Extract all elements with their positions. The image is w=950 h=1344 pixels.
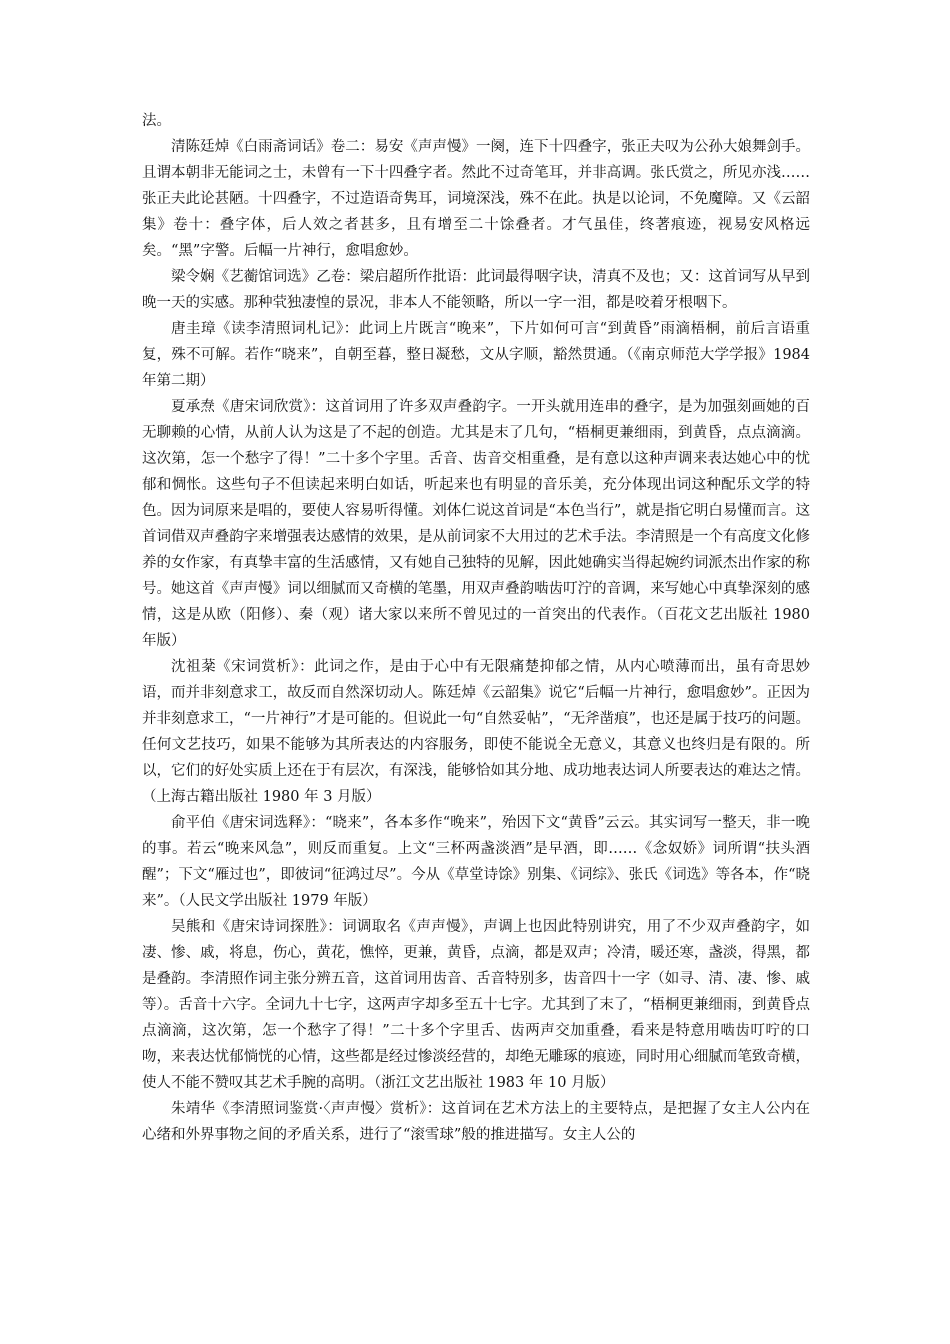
paragraph: 朱靖华《李清照词鉴赏·〈声声慢〉赏析》：这首词在艺术方法上的主要特点，是把握了女主人公内在心绪和外界事物之间的矛盾关系，进行了“滚雪球”般的推进描写。女主人公的 <box>142 1101 810 1143</box>
paragraph: 法。 <box>142 113 171 129</box>
paragraph: 唐圭璋《读李清照词札记》：此词上片既言“晚来”，下片如何可言“到黄昏”雨滴梧桐，前后言语重复，殊不可解。若作“晓来”，自朝至暮，整日凝愁，文从字顺，豁然贯通。（《南京师范大学学报》1984年第二期） <box>142 321 810 389</box>
paragraph: 清陈廷焯《白雨斋词话》卷二：易安《声声慢》一阕，连下十四叠字，张正夫叹为公孙大娘舞剑手。且谓本朝非无能词之士，未曾有一下十四叠字者。然此不过奇笔耳，并非高调。张氏赏之，所见亦浅……张正夫此论甚陋。十四叠字，不过造语奇隽耳，词境深浅，殊不在此。执是以论词，不免魔障。又《云韶集》卷十：叠字体，后人效之者甚多，且有增至二十馀叠者。才气虽佳，终著痕迹，视易安风格远矣。“黑”字警。后幅一片神行，愈唱愈妙。 <box>142 139 810 259</box>
paragraph: 俞平伯《唐宋词选释》：“晓来”，各本多作“晚来”，殆因下文“黄昏”云云。其实词写一整天，非一晚的事。若云“晚来风急”，则反而重复。上文“三杯两盏淡酒”是早酒，即……《念奴娇》词所谓“扶头酒醒”；下文“雁过也”，即彼词“征鸿过尽”。今从《草堂诗馀》别集、《词综》、张氏《词选》等各本，作“晓来”。（人民文学出版社 1979 年版） <box>142 815 810 909</box>
paragraph: 吴熊和《唐宋诗词探胜》：词调取名《声声慢》，声调上也因此特别讲究，用了不少双声叠韵字，如凄、惨、戚，将息，伤心，黄花，憔悴，更兼，黄昏，点滴，都是双声；冷清，暖还寒，盏淡，得黑，都是叠韵。李清照作词主张分辨五音，这首词用齿音、舌音特别多，齿音四十一字（如寻、清、凄、惨、戚等）。舌音十六字。全词九十七字，这两声字却多至五十七字。尤其到了末了，“梧桐更兼细雨，到黄昏点点滴滴，这次第，怎一个愁字了得！”二十多个字里舌、齿两声交加重叠，看来是特意用啮齿叮咛的口吻，来表达忧郁惝恍的心情，这些都是经过惨淡经营的，却绝无雕琢的痕迹，同时用心细腻而笔致奇横，使人不能不赞叹其艺术手腕的高明。（浙江文艺出版社 1983 年 10 月版） <box>142 919 810 1091</box>
document-page <box>142 108 810 1148</box>
paragraph: 梁令娴《艺蘅馆词选》乙卷：梁启超所作批语：此词最得咽字诀，清真不及也；又：这首词写从早到晚一天的实感。那种茕独凄惶的景况，非本人不能领略，所以一字一泪，都是咬着牙根咽下。 <box>142 269 810 311</box>
paragraph: 夏承焘《唐宋词欣赏》：这首词用了许多双声叠韵字。一开头就用连串的叠字，是为加强刻画她的百无聊赖的心情，从前人认为这是了不起的创造。尤其是末了几句，“梧桐更兼细雨，到黄昏，点点滴滴。这次第，怎一个愁字了得！”二十多个字里。舌音、齿音交相重叠，是有意以这种声调来表达她心中的忧郁和惆怅。这些句子不但读起来明白如话，听起来也有明显的音乐美，充分体现出词这种配乐文学的特色。因为词原来是唱的，要使人容易听得懂。刘体仁说这首词是“本色当行”，就是指它明白易懂而言。这首词借双声叠韵字来增强表达感情的效果，是从前词家不大用过的艺术手法。李清照是一个有高度文化修养的女作家，有真挚丰富的生活感情，又有她自己独特的见解，因此她确实当得起婉约词派杰出作家的称号。她这首《声声慢》词以细腻而又奇横的笔墨，用双声叠韵啮齿叮泞的音调，来写她心中真挚深刻的感情，这是从欧（阳修）、秦（观）诸大家以来所不曾见过的一首突出的代表作。（百花文艺出版社 1980 年版） <box>142 399 810 649</box>
paragraph: 沈祖棻《宋词赏析》：此词之作，是由于心中有无限痛楚抑郁之情，从内心喷薄而出，虽有奇思妙语，而并非刻意求工，故反而自然深切动人。陈廷焯《云韶集》说它“后幅一片神行，愈唱愈妙”。正因为并非刻意求工，“一片神行”才是可能的。但说此一句“自然妥帖”，“无斧凿痕”，也还是属于技巧的问题。任何文艺技巧，如果不能够为其所表达的内容服务，即使不能说全无意义，其意义也终归是有限的。所以，它们的好处实质上还在于有层次，有深浅，能够恰如其分地、成功地表达词人所要表达的难达之情。（上海古籍出版社 1980 年 3 月版） <box>142 659 810 805</box>
